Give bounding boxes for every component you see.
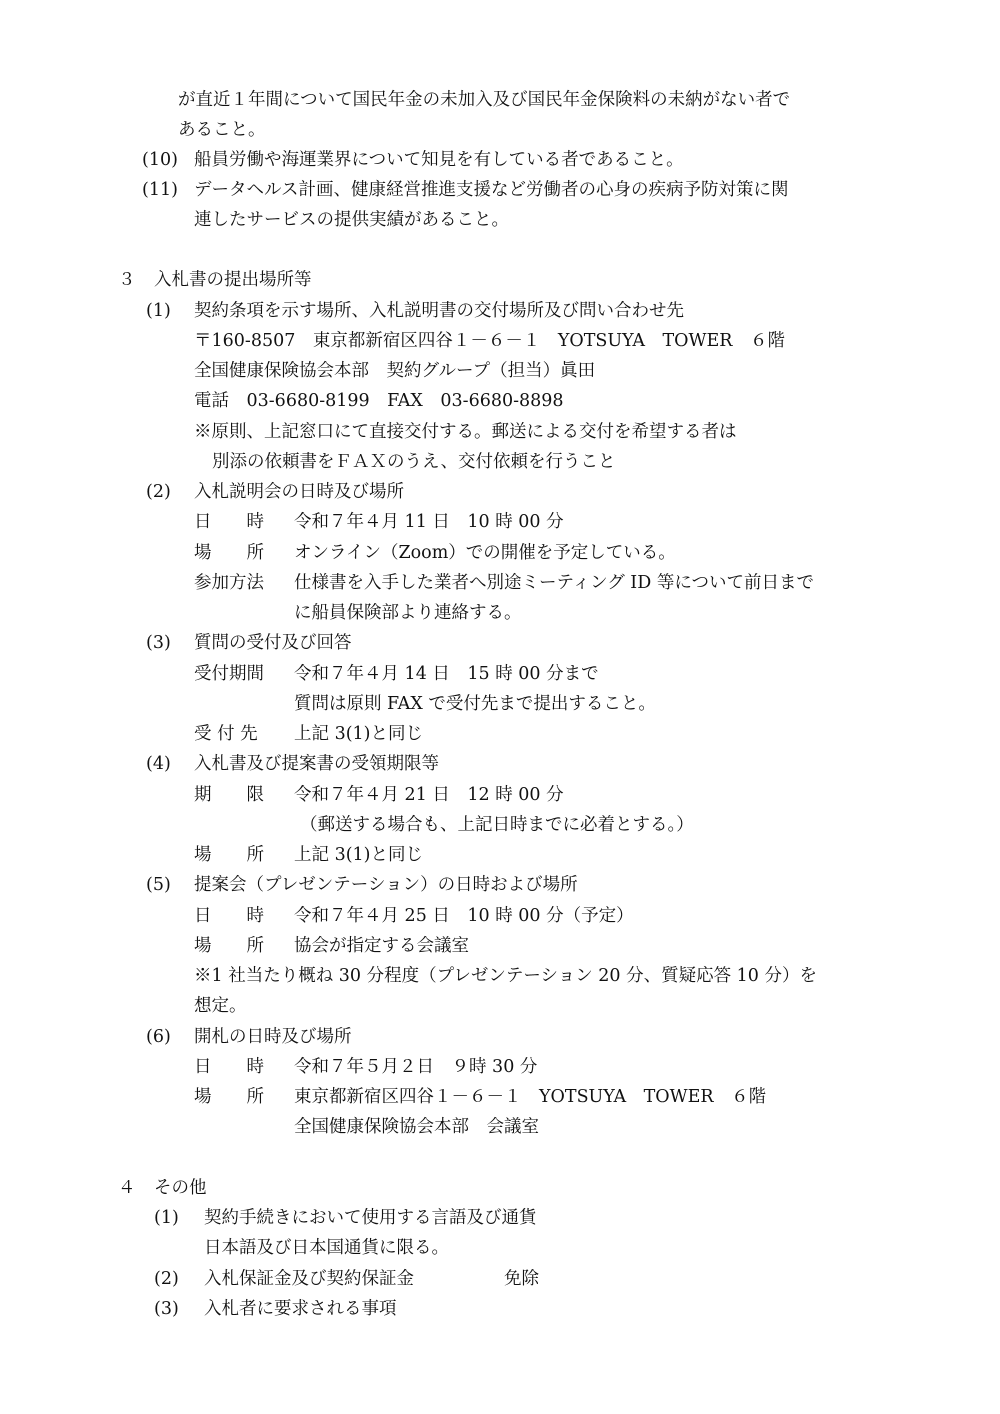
- subsection-number: (2): [154, 1269, 179, 1289]
- note-text: 想定。: [194, 996, 247, 1016]
- subsection-heading: 入札者に要求される事項: [204, 1299, 397, 1319]
- item-number: (10): [142, 150, 178, 170]
- subsection-number: (3): [154, 1299, 179, 1319]
- paragraph-line: あること。: [178, 120, 266, 140]
- field-label: 場 所: [194, 1087, 264, 1107]
- subsection-number: (2): [146, 482, 171, 502]
- field-value: 日本語及び日本国通貨に限る。: [204, 1238, 449, 1258]
- section-number: ４: [118, 1178, 136, 1198]
- field-value: （郵送する場合も、上記日時までに必着とする。）: [300, 815, 694, 835]
- field-value: 仕様書を入手した業者へ別途ミーティング ID 等について前日まで: [294, 573, 814, 593]
- note-text: ※原則、上記窓口にて直接交付する。郵送による交付を希望する者は: [194, 422, 737, 442]
- field-label: 日 時: [194, 512, 264, 532]
- subsection-number: (3): [146, 633, 171, 653]
- item-text: 連したサービスの提供実績があること。: [194, 210, 509, 230]
- field-label: 場 所: [194, 543, 264, 563]
- subsection-heading: 入札保証金及び契約保証金: [204, 1269, 414, 1289]
- field-label: 場 所: [194, 845, 264, 865]
- section-heading: 入札書の提出場所等: [154, 270, 312, 290]
- field-value: 令和７年４月 14 日 15 時 00 分まで: [294, 664, 599, 684]
- subsection-heading: 提案会（プレゼンテーション）の日時および場所: [194, 875, 578, 895]
- field-label: 参加方法: [194, 573, 264, 593]
- subsection-heading: 入札説明会の日時及び場所: [194, 482, 404, 502]
- subsection-number: (1): [146, 301, 171, 321]
- organization-text: 全国健康保険協会本部 契約グループ（担当）眞田: [194, 361, 596, 381]
- field-label: 場 所: [194, 936, 264, 956]
- field-value: 免除: [504, 1269, 539, 1289]
- field-value: 協会が指定する会議室: [294, 936, 469, 956]
- field-value: 上記 3(1)と同じ: [294, 845, 423, 865]
- field-value: 令和７年５月２日 ９時 30 分: [294, 1057, 538, 1077]
- subsection-heading: 質問の受付及び回答: [194, 633, 352, 653]
- item-text: 船員労働や海運業界について知見を有している者であること。: [194, 150, 684, 170]
- paragraph-line: が直近１年間について国民年金の未加入及び国民年金保険料の未納がない者で: [178, 90, 791, 110]
- subsection-heading: 契約手続きにおいて使用する言語及び通貨: [204, 1208, 537, 1228]
- field-label: 受 付 先: [194, 724, 258, 744]
- subsection-number: (4): [146, 754, 171, 774]
- field-label: 受付期間: [194, 664, 264, 684]
- field-value: 令和７年４月 25 日 10 時 00 分（予定）: [294, 906, 634, 926]
- field-value: 質問は原則 FAX で受付先まで提出すること。: [294, 694, 656, 714]
- subsection-heading: 入札書及び提案書の受領期限等: [194, 754, 439, 774]
- subsection-heading: 開札の日時及び場所: [194, 1027, 352, 1047]
- field-value: 令和７年４月 21 日 12 時 00 分: [294, 785, 564, 805]
- field-value: オンライン（Zoom）での開催を予定している。: [294, 543, 676, 563]
- contact-text: 電話 03-6680-8199 FAX 03-6680-8898: [194, 391, 564, 411]
- field-value: 全国健康保険協会本部 会議室: [294, 1117, 539, 1137]
- note-text: ※1 社当たり概ね 30 分程度（プレゼンテーション 20 分、質疑応答 10 分）を: [194, 966, 817, 986]
- item-number: (11): [142, 180, 178, 200]
- field-label: 期 限: [194, 785, 264, 805]
- field-label: 日 時: [194, 906, 264, 926]
- subsection-number: (5): [146, 875, 171, 895]
- field-value: に船員保険部より連絡する。: [294, 603, 522, 623]
- field-value: 上記 3(1)と同じ: [294, 724, 423, 744]
- subsection-number: (1): [154, 1208, 179, 1228]
- section-number: ３: [118, 270, 136, 290]
- field-value: 東京都新宿区四谷１－６－１ YOTSUYA TOWER ６階: [294, 1087, 767, 1107]
- address-text: 〒160-8507 東京都新宿区四谷１－６－１ YOTSUYA TOWER ６階: [194, 331, 785, 351]
- field-label: 日 時: [194, 1057, 264, 1077]
- note-text: 別添の依頼書をＦＡＸのうえ、交付依頼を行うこと: [212, 452, 616, 472]
- subsection-heading: 契約条項を示す場所、入札説明書の交付場所及び問い合わせ先: [194, 301, 684, 321]
- section-heading: その他: [154, 1178, 207, 1198]
- field-value: 令和７年４月 11 日 10 時 00 分: [294, 512, 564, 532]
- subsection-number: (6): [146, 1027, 171, 1047]
- item-text: データヘルス計画、健康経営推進支援など労働者の心身の疾病予防対策に関: [194, 180, 789, 200]
